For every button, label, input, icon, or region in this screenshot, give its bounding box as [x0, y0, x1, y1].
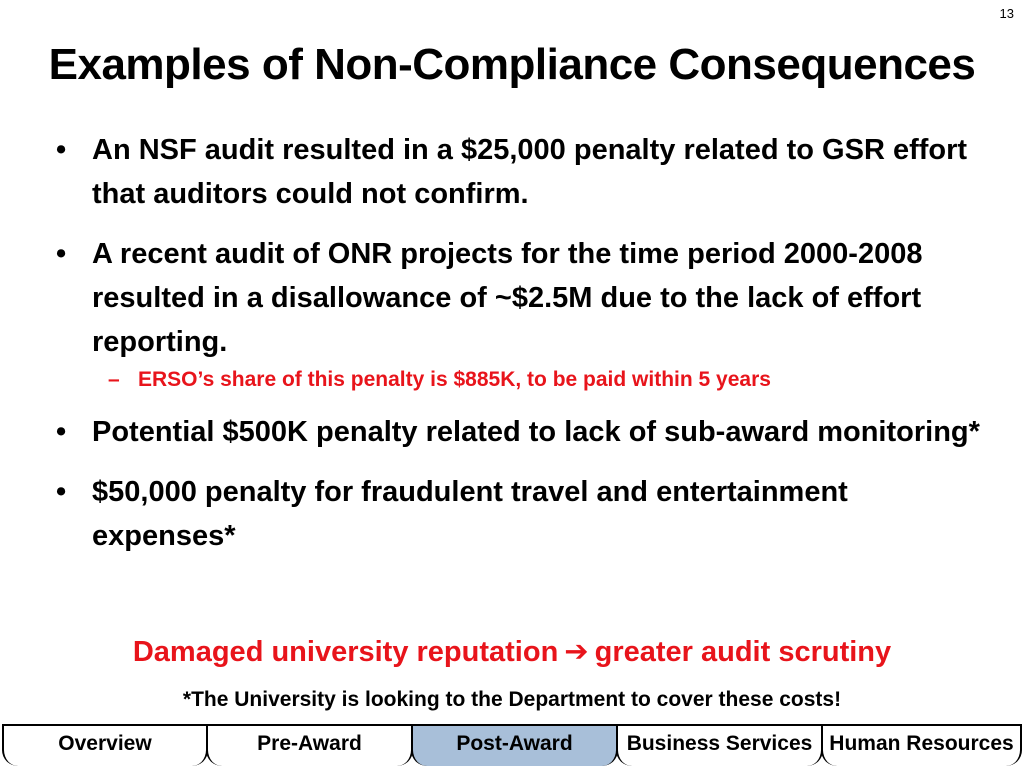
tab-pre-award[interactable]: Pre-Award — [206, 724, 413, 766]
bullet-item — [52, 232, 982, 394]
bullet-list — [52, 128, 982, 574]
right-arrow-icon: ➔ — [564, 636, 589, 668]
tagline-right: greater audit scrutiny — [594, 636, 892, 668]
bullet-text: An NSF audit resulted in a $25,000 penalty related to GSR effort that auditors could not confirm. — [92, 134, 968, 210]
bullet-item — [52, 470, 982, 558]
bullet-text: $50,000 penalty for fraudulent travel and entertainment expenses* — [92, 476, 848, 552]
tagline — [0, 634, 1024, 669]
slide-number: 13 — [999, 6, 1014, 21]
slide-title: Examples of Non-Compliance Consequences — [48, 40, 976, 89]
tab-post-award[interactable]: Post-Award — [411, 724, 618, 766]
tab-business-services[interactable]: Business Services — [616, 724, 823, 766]
footnote: *The University is looking to the Department to cover these costs! — [182, 688, 842, 711]
sub-bullet-item — [52, 366, 982, 394]
bullet-item — [52, 410, 982, 454]
bullet-text: Potential $500K penalty related to lack of sub-award monitoring* — [92, 416, 980, 448]
tagline-left: Damaged university reputation — [132, 636, 559, 668]
dash-marker: – — [108, 368, 120, 391]
bullet-item — [52, 128, 982, 216]
sub-bullet-text: ERSO’s share of this penalty is $885K, to be paid within 5 years — [138, 368, 771, 391]
tab-human-resources[interactable]: Human Resources — [821, 724, 1022, 766]
bullet-text: A recent audit of ONR projects for the time period 2000-2008 resulted in a disallowance of ~$2.5M due to the lack of effort reporting. — [92, 238, 923, 358]
tab-overview[interactable]: Overview — [2, 724, 208, 766]
section-nav — [2, 724, 1022, 768]
